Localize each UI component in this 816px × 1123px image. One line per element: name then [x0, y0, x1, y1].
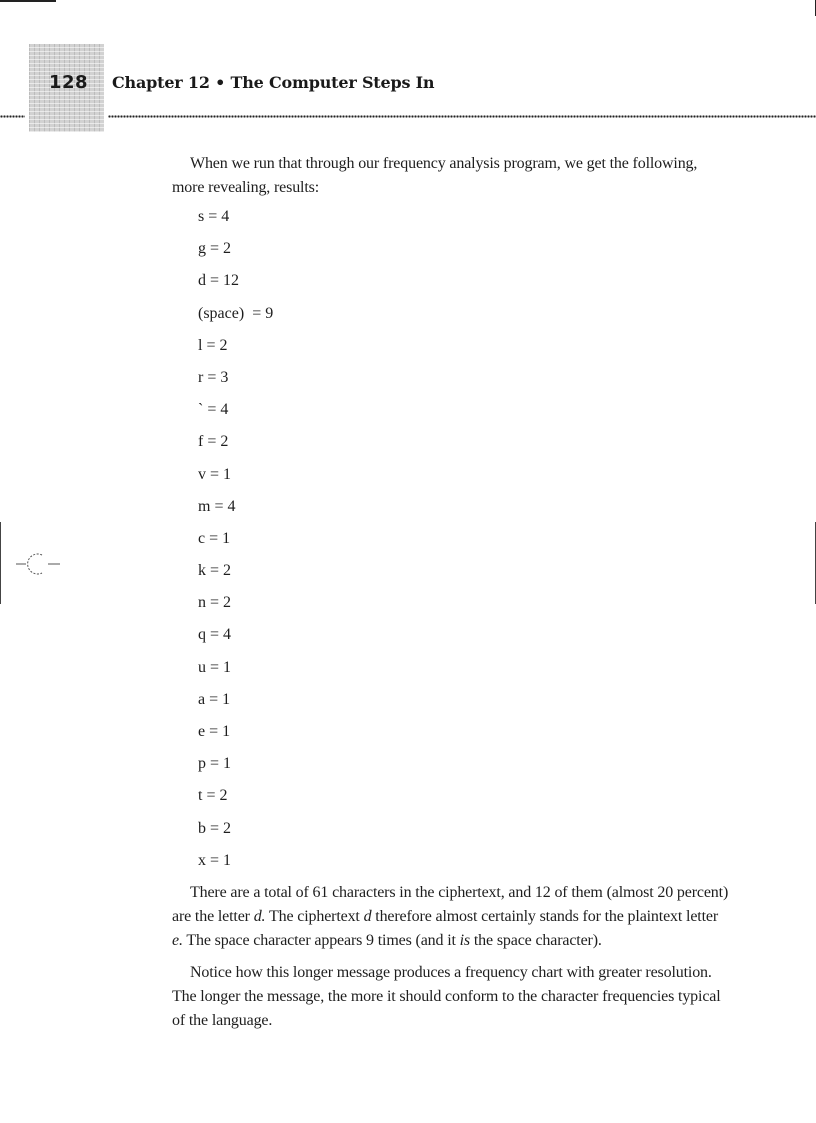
list-item: u = 1: [198, 658, 232, 676]
dotted-rule-right: [108, 115, 816, 118]
is-emphasis: is: [459, 932, 471, 949]
analysis-text-part2: The ciphertext: [265, 908, 364, 925]
list-item: n = 2: [198, 594, 232, 612]
top-rule: [0, 0, 816, 16]
list-item: q = 4: [198, 626, 232, 644]
letter-d-emphasis: d.: [253, 908, 266, 925]
analysis-text-part1: There are a total of 61 characters in the ciphertext, and 12 of them (almost 20 percent) are the letter: [172, 884, 729, 925]
list-item: m = 4: [198, 497, 236, 515]
list-item: ` = 4: [198, 401, 229, 419]
list-item: c = 1: [198, 529, 231, 547]
list-item: v = 1: [198, 465, 232, 483]
intro-paragraph: [172, 152, 732, 200]
cipher-d-emphasis: d: [363, 908, 372, 925]
list-item: x = 1: [198, 851, 232, 869]
list-item: t = 2: [198, 787, 228, 805]
analysis-text-part4: The space character appears 9 times (and it: [182, 932, 460, 949]
intro-text: When we run that through our frequency analysis program, we get the following, more revealing, results:: [172, 155, 698, 196]
list-item: e = 1: [198, 723, 231, 740]
list-item: l = 2: [198, 336, 228, 354]
resolution-text: Notice how this longer message produces a frequency chart with greater resolution. The longer the message, the more it should conform to the character frequencies typical of the language.: [172, 964, 721, 1029]
top-rule-bar: [0, 0, 56, 2]
analysis-text: [172, 881, 732, 953]
registration-mark-icon: [16, 550, 62, 580]
list-item: s = 4: [198, 208, 230, 225]
resolution-paragraph: [172, 961, 732, 1033]
frequency-list: [198, 205, 273, 881]
list-item: d = 12: [198, 272, 240, 290]
analysis-paragraph: [172, 881, 732, 953]
dotted-rule-left: [0, 115, 25, 118]
list-item: b = 2: [198, 819, 232, 837]
margin-line-left: [0, 522, 1, 604]
plain-e-emphasis: e.: [172, 932, 183, 949]
list-item: p = 1: [198, 755, 232, 773]
list-item: k = 2: [198, 562, 232, 580]
list-item: r = 3: [198, 368, 229, 386]
page-number: 128: [49, 72, 89, 93]
list-item: (space) = 9: [198, 304, 274, 322]
analysis-text-part3: therefore almost certainly stands for the plaintext letter: [371, 908, 718, 925]
list-item: a = 1: [198, 690, 231, 708]
analysis-text-part5: the space character).: [470, 932, 602, 949]
list-item: g = 2: [198, 240, 232, 258]
list-item: f = 2: [198, 433, 229, 451]
chapter-title: Chapter 12 • The Computer Steps In: [112, 73, 435, 92]
